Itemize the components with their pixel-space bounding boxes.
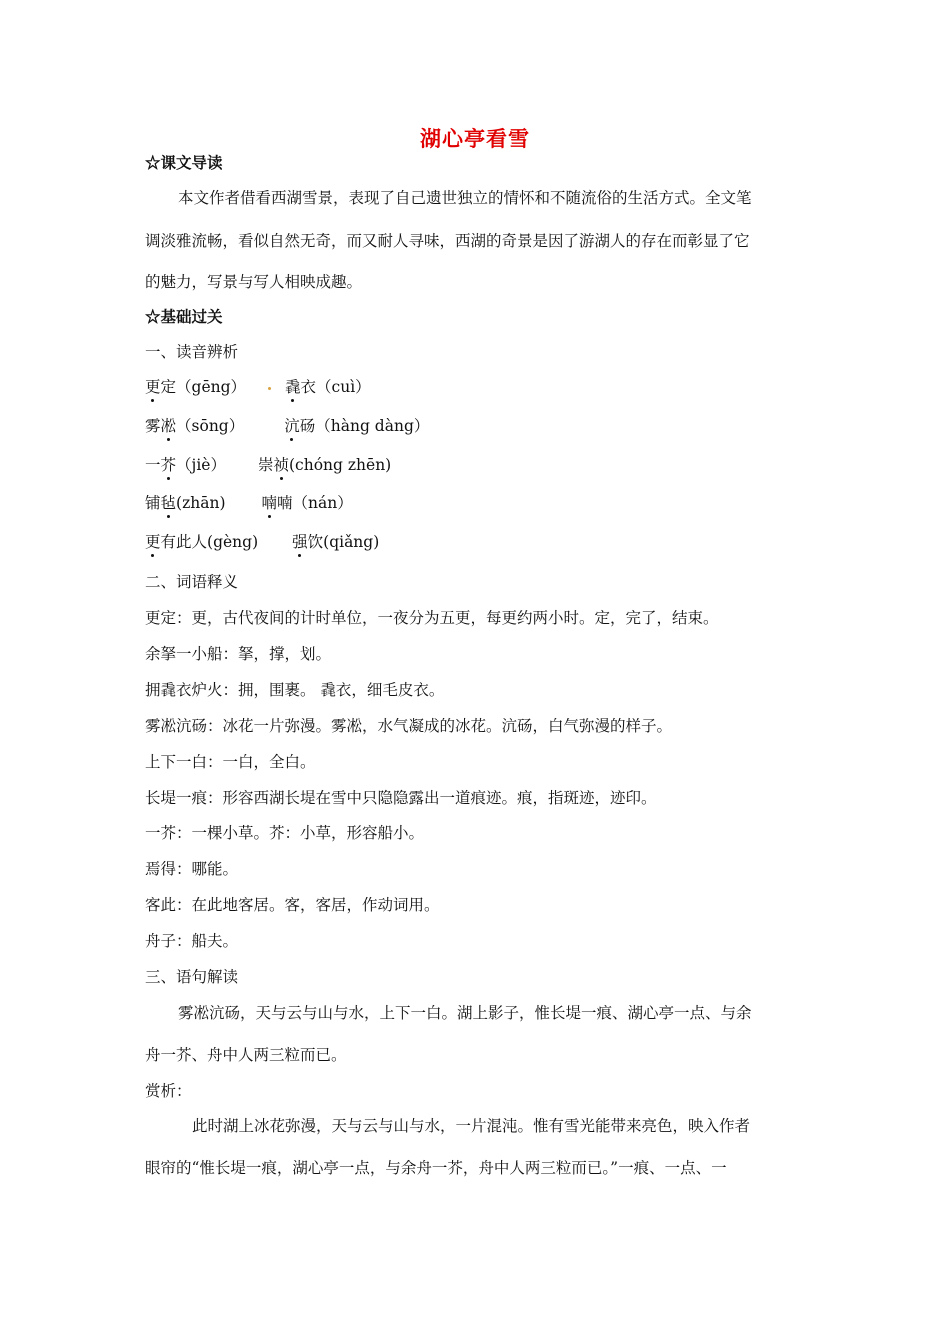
pron-b-dotted-char: 强 <box>292 533 308 551</box>
guide-line-3: 的魅力，写景与写人相映成趣。 <box>145 273 363 291</box>
pron-a-dotted-char: 更 <box>145 378 161 396</box>
pron-b-dotted-char: 祯 <box>273 456 289 474</box>
vocabulary-heading: 二、词语释义 <box>145 573 239 591</box>
pron-a-post: 有此人(gèng) <box>160 533 259 551</box>
pron-a-post: 定（gēng） <box>160 378 247 396</box>
appreciation-line-2: 眼帘的“惟长堤一痕，湖心亭一点，与余舟一芥，舟中人两三粒而已。”一痕、一点、一 <box>145 1159 727 1177</box>
pron-b-post: (chóng zhēn) <box>289 456 392 474</box>
sentence-line-1: 雾凇沆砀，天与云与山与水，上下一白。湖上影子，惟长堤一痕、湖心亭一点、与余 <box>178 1004 752 1022</box>
pron-b-dotted-char: 毳 <box>285 378 301 396</box>
page-title: 湖心亭看雪 <box>420 126 530 151</box>
pron-a-dotted-char: 毡 <box>160 494 177 512</box>
pron-a-post: (zhān) <box>176 494 226 512</box>
vocab-item: 更定：更，古代夜间的计时单位，一夜分为五更，每更约两小时。定，完了，结束。 <box>145 609 719 627</box>
guide-line-2: 调淡雅流畅，看似自然无奇，而又耐人寻味，西湖的奇景是因了游湖人的存在而彰显了它 <box>145 232 750 250</box>
pron-a-pre: 铺 <box>145 494 161 512</box>
vocab-item: 焉得：哪能。 <box>145 860 239 878</box>
pron-a-dotted-char: 更 <box>145 533 161 551</box>
appreciation-label: 赏析： <box>145 1082 192 1100</box>
pron-b-dotted-char: 喃 <box>261 494 278 512</box>
pron-a-pre: 一 <box>145 456 161 474</box>
pron-b-post: 饮(qiǎng) <box>307 533 380 551</box>
guide-line-1: 本文作者借看西湖雪景，表现了自己遗世独立的情怀和不随流俗的生活方式。全文笔 <box>178 189 752 207</box>
stray-mark <box>268 387 271 390</box>
pronunciation-row <box>145 532 810 552</box>
sentence-line-2: 舟一芥、舟中人两三粒而已。 <box>145 1046 347 1064</box>
vocab-item: 拥毳衣炉火：拥，围裹。 毳衣，细毛皮衣。 <box>145 681 445 699</box>
pron-a-dotted-char: 凇 <box>160 417 177 435</box>
pron-a-post: （jiè） <box>176 456 226 474</box>
pron-b-post: 喃（nán） <box>277 494 353 512</box>
vocab-item: 一芥：一棵小草。芥：小草，形容船小。 <box>145 824 425 842</box>
vocab-item: 余拏一小船：拏，撑，划。 <box>145 645 332 663</box>
pronunciation-row <box>145 416 810 436</box>
vocab-item: 客此：在此地客居。客，客居，作动词用。 <box>145 896 440 914</box>
pron-b-post: 衣（cuì） <box>300 378 371 396</box>
vocab-item: 雾凇沆砀：冰花一片弥漫。雾凇，水气凝成的冰花。沆砀，白气弥漫的样子。 <box>145 717 673 735</box>
pron-b-dotted-char: 沆 <box>284 417 300 435</box>
vocab-item: 上下一白：一白，全白。 <box>145 753 316 771</box>
appreciation-line-1: 此时湖上冰花弥漫，天与云与山与水，一片混沌。惟有雪光能带来亮色，映入作者 <box>192 1117 751 1135</box>
pron-a-dotted-char: 芥 <box>160 456 177 474</box>
pron-b-post: 砀（hàng dàng） <box>299 417 430 435</box>
pron-a-pre: 雾 <box>145 417 161 435</box>
pronunciation-row <box>145 493 810 513</box>
pron-b-pre: 崇 <box>257 456 274 474</box>
vocab-item: 长堤一痕：形容西湖长堤在雪中只隐隐露出一道痕迹。痕，指斑迹，迹印。 <box>145 789 657 807</box>
guide-heading: ☆课文导读 <box>145 153 223 172</box>
pronunciation-row <box>145 455 810 475</box>
pronunciation-row <box>145 377 810 397</box>
sentence-heading: 三、语句解读 <box>145 968 239 986</box>
vocab-item: 舟子：船夫。 <box>145 932 239 950</box>
basics-heading: ☆基础过关 <box>145 307 223 326</box>
pronunciation-heading: 一、读音辨析 <box>145 343 239 361</box>
pron-a-post: （sōng） <box>176 417 245 435</box>
